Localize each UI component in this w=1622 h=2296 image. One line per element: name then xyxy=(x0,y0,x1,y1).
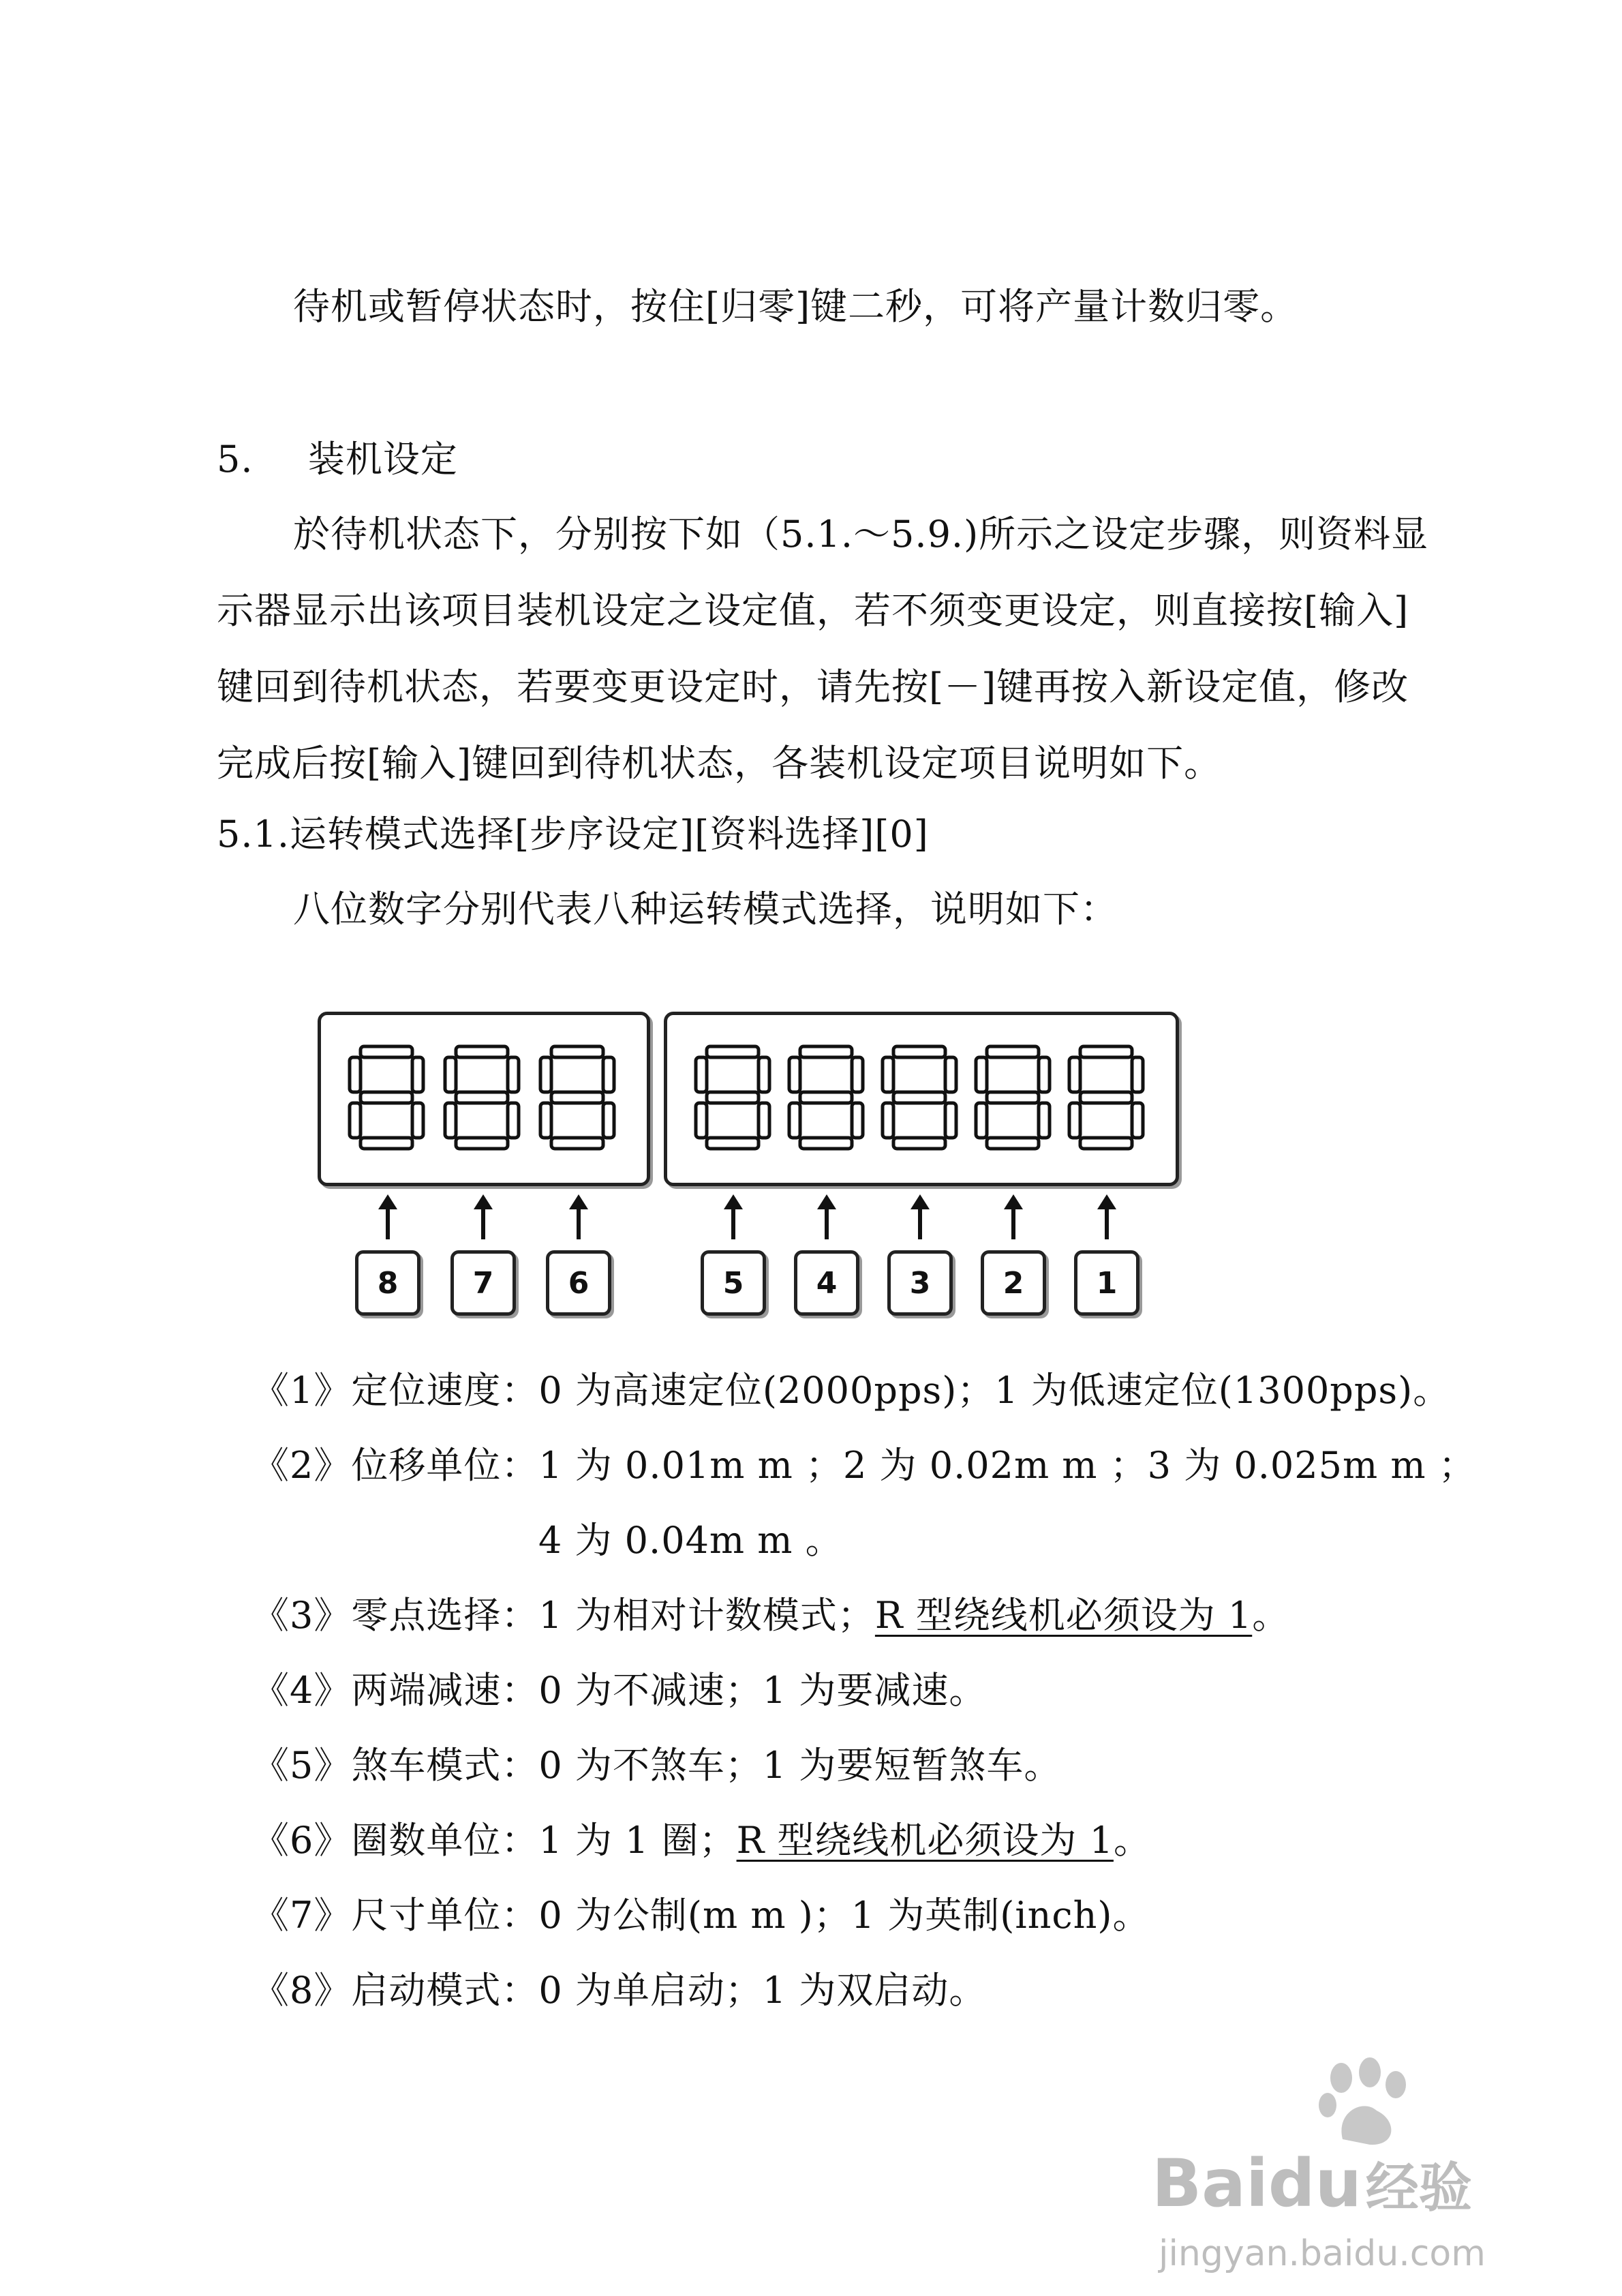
segment xyxy=(945,1103,956,1138)
item-name: 煞车模式： xyxy=(351,1744,539,1787)
arrow-up-icon xyxy=(481,1205,485,1239)
section-number: 5. xyxy=(217,438,254,481)
watermark-brand-suffix: 经验 xyxy=(1365,2158,1472,2219)
segment xyxy=(759,1057,769,1092)
subsection-title: 5.1.运转模式选择[步序设定][资料选择][0] xyxy=(217,813,929,856)
item-name: 零点选择： xyxy=(351,1594,539,1637)
item-name: 两端减速： xyxy=(351,1669,539,1712)
setting-item-2 xyxy=(252,1444,1476,1487)
seven-segment-digit-3 xyxy=(883,1046,956,1149)
segment xyxy=(945,1057,956,1092)
segment xyxy=(350,1103,361,1138)
item-tail: 。 xyxy=(1113,1819,1151,1862)
intro-line-1: 於待机状态下，分别按下如（5.1.～5.9.)所示之设定步骤，则资料显 xyxy=(293,513,1429,556)
segment xyxy=(759,1103,769,1138)
digit-label-6: 6 xyxy=(546,1250,611,1316)
item-mark: 《5》 xyxy=(252,1744,352,1787)
subsection-description: 八位数字分别代表八种运转模式选择，说明如下： xyxy=(293,888,1118,931)
segment xyxy=(789,1103,800,1138)
item-tail: 。 xyxy=(1252,1594,1290,1637)
segment xyxy=(603,1103,614,1138)
segment xyxy=(800,1092,852,1103)
item-mark: 《2》 xyxy=(252,1444,352,1487)
item-mark: 《4》 xyxy=(252,1669,352,1712)
item-text: 0 为不减速；1 为要减速。 xyxy=(538,1669,987,1712)
segment xyxy=(540,1057,551,1092)
segment xyxy=(987,1046,1039,1057)
right-digits-svg xyxy=(667,1015,1176,1183)
watermark-brand-text: Baidu xyxy=(1152,2145,1362,2222)
segment xyxy=(361,1046,412,1057)
segment xyxy=(412,1057,423,1092)
item-text: 0 为公制(m m )；1 为英制(inch)。 xyxy=(538,1894,1150,1937)
digit-label-1: 1 xyxy=(1074,1250,1139,1316)
segment xyxy=(893,1092,945,1103)
segment xyxy=(508,1103,519,1138)
segment xyxy=(1080,1046,1132,1057)
segment xyxy=(361,1138,412,1149)
segment xyxy=(800,1046,852,1057)
arrow-up-icon xyxy=(918,1205,922,1239)
segment xyxy=(707,1046,759,1057)
setting-item-4 xyxy=(252,1669,986,1712)
watermark-brand xyxy=(1152,2146,1472,2226)
segment xyxy=(350,1057,361,1092)
segment xyxy=(800,1138,852,1149)
arrow-up-icon xyxy=(825,1205,829,1239)
seven-segment-digit-8 xyxy=(350,1046,423,1149)
arrow-up-icon xyxy=(731,1205,735,1239)
digit-label-5: 5 xyxy=(701,1250,766,1316)
item-mark: 《7》 xyxy=(252,1894,352,1937)
digit-label-7: 7 xyxy=(450,1250,516,1316)
seven-segment-digit-7 xyxy=(445,1046,519,1149)
segment xyxy=(789,1057,800,1092)
segment xyxy=(976,1057,987,1092)
paw-icon xyxy=(1315,2057,1418,2153)
item-text: 1 为 1 圈； xyxy=(538,1819,737,1862)
segment xyxy=(1039,1103,1050,1138)
display-panel-right xyxy=(664,1012,1179,1186)
arrow-up-icon xyxy=(1011,1205,1015,1239)
seven-segment-digit-1 xyxy=(1069,1046,1143,1149)
segment xyxy=(1069,1103,1080,1138)
item-mark: 《8》 xyxy=(252,1969,352,2012)
segment xyxy=(707,1138,759,1149)
segment xyxy=(976,1103,987,1138)
item-name: 位移单位： xyxy=(351,1444,539,1487)
item-name: 启动模式： xyxy=(351,1969,539,2012)
item-name: 尺寸单位： xyxy=(351,1894,539,1937)
segment xyxy=(445,1103,456,1138)
arrow-up-icon xyxy=(386,1205,390,1239)
segment xyxy=(1069,1057,1080,1092)
intro-line-3: 键回到待机状态，若要变更设定时，请先按[－]键再按入新设定值，修改 xyxy=(217,665,1409,708)
setting-item-5 xyxy=(252,1744,1061,1787)
intro-line-2: 示器显示出该项目装机设定之设定值，若不须变更设定，则直接按[输入] xyxy=(217,589,1409,632)
setting-item-6 xyxy=(252,1819,1151,1862)
item-underlined-note: R 型绕线机必须设为 1 xyxy=(736,1819,1114,1862)
setting-item-2-continuation: 4 为 0.04m m 。 xyxy=(538,1519,843,1562)
segment xyxy=(987,1138,1039,1149)
segment xyxy=(456,1046,508,1057)
watermark-url: jingyan.baidu.com xyxy=(1159,2233,1486,2274)
segment xyxy=(696,1057,707,1092)
arrow-up-icon xyxy=(1105,1205,1109,1239)
segment xyxy=(852,1057,863,1092)
segment xyxy=(445,1057,456,1092)
intro-line-4: 完成后按[输入]键回到待机状态，各装机设定项目说明如下。 xyxy=(217,742,1222,785)
digit-label-8: 8 xyxy=(355,1250,420,1316)
segment xyxy=(707,1092,759,1103)
segment xyxy=(883,1057,893,1092)
display-panel-left xyxy=(318,1012,650,1186)
item-underlined-note: R 型绕线机必须设为 1 xyxy=(874,1594,1253,1637)
segment xyxy=(1080,1092,1132,1103)
segment xyxy=(852,1103,863,1138)
seven-segment-digit-2 xyxy=(976,1046,1050,1149)
arrow-up-icon xyxy=(577,1205,581,1239)
segment xyxy=(1132,1057,1143,1092)
setting-item-1 xyxy=(252,1369,1450,1413)
item-text: 0 为不煞车；1 为要短暂煞车。 xyxy=(538,1744,1062,1787)
section-heading xyxy=(217,438,458,481)
segment xyxy=(508,1057,519,1092)
setting-item-7 xyxy=(252,1894,1150,1937)
segment xyxy=(540,1103,551,1138)
segment xyxy=(1039,1057,1050,1092)
segment xyxy=(456,1138,508,1149)
segment xyxy=(456,1092,508,1103)
segment xyxy=(1080,1138,1132,1149)
item-text: 0 为高速定位(2000pps)；1 为低速定位(1300pps)。 xyxy=(538,1369,1451,1412)
digit-label-2: 2 xyxy=(981,1250,1046,1316)
segment xyxy=(1132,1103,1143,1138)
seven-segment-digit-5 xyxy=(696,1046,769,1149)
item-name: 圈数单位： xyxy=(351,1819,539,1862)
segment xyxy=(551,1046,603,1057)
item-mark: 《6》 xyxy=(252,1819,352,1862)
segment xyxy=(696,1103,707,1138)
segment xyxy=(361,1092,412,1103)
segment xyxy=(893,1138,945,1149)
segment xyxy=(551,1138,603,1149)
setting-item-3 xyxy=(252,1594,1289,1637)
section-title: 装机设定 xyxy=(307,438,458,481)
item-text: 1 为 0.01m m ；2 为 0.02m m ；3 为 0.025m m ； xyxy=(538,1444,1476,1487)
left-digits-svg xyxy=(321,1015,647,1183)
segment xyxy=(412,1103,423,1138)
item-text: 1 为相对计数模式； xyxy=(538,1594,875,1637)
seven-segment-digit-6 xyxy=(540,1046,614,1149)
digit-label-4: 4 xyxy=(794,1250,859,1316)
segment xyxy=(551,1092,603,1103)
segment xyxy=(603,1057,614,1092)
item-mark: 《1》 xyxy=(252,1369,352,1412)
item-text: 0 为单启动；1 为双启动。 xyxy=(538,1969,987,2012)
item-name: 定位速度： xyxy=(351,1369,539,1412)
item-mark: 《3》 xyxy=(252,1594,352,1637)
seven-segment-digit-4 xyxy=(789,1046,863,1149)
setting-item-8 xyxy=(252,1969,986,2012)
segment xyxy=(883,1103,893,1138)
segment xyxy=(987,1092,1039,1103)
segment xyxy=(893,1046,945,1057)
reset-paragraph: 待机或暂停状态时，按住[归零]键二秒，可将产量计数归零。 xyxy=(293,285,1298,328)
digit-label-3: 3 xyxy=(887,1250,953,1316)
